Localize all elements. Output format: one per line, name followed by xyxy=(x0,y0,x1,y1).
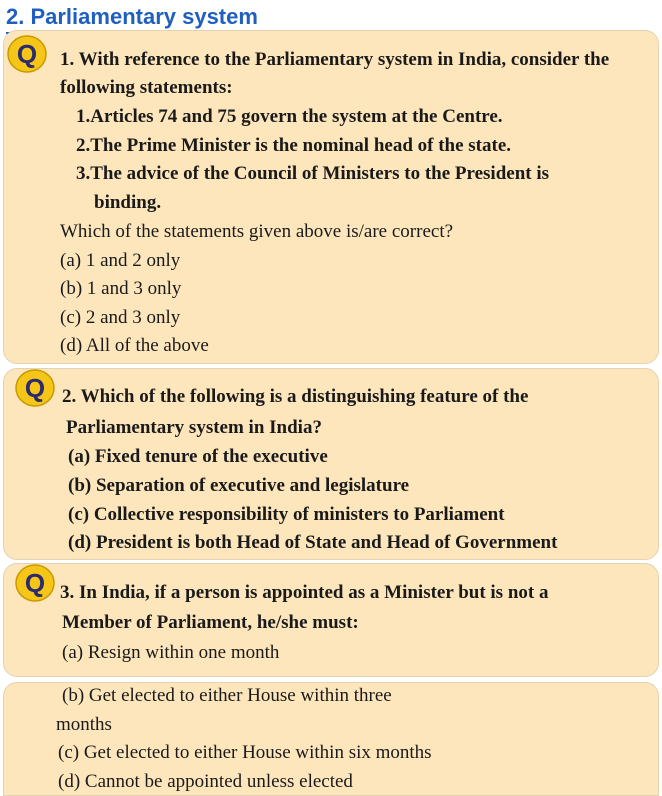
svg-text:Q: Q xyxy=(24,373,46,403)
q3-option-a[interactable]: (a) Resign within one month xyxy=(62,642,280,663)
q1-option-c[interactable]: (c) 2 and 3 only xyxy=(60,307,181,328)
q2-option-d[interactable]: (d) President is both Head of State and Head of Government xyxy=(68,532,558,553)
q2-option-b[interactable]: (b) Separation of executive and legislature xyxy=(68,475,410,496)
q-badge-icon xyxy=(14,563,60,603)
q1-statement-3: 3.The advice of the Council of Ministers to the President is xyxy=(76,163,550,184)
q1-stem-line1: 1. With reference to the Parliamentary system in India, consider the xyxy=(60,49,610,70)
q3-option-b-cont: months xyxy=(56,714,112,735)
q1-option-a[interactable]: (a) 1 and 2 only xyxy=(60,250,181,271)
q1-prompt: Which of the statements given above is/are correct? xyxy=(60,221,454,242)
svg-text:Q: Q xyxy=(24,568,46,598)
q3-option-b[interactable]: (b) Get elected to either House within three xyxy=(62,685,392,706)
q1-stem-line2: following statements: xyxy=(60,77,233,98)
q2-stem-line2: Parliamentary system in India? xyxy=(66,417,322,438)
q2-option-c[interactable]: (c) Collective responsibility of ministers to Parliament xyxy=(68,504,505,525)
q2-stem-line1: 2. Which of the following is a distinguishing feature of the xyxy=(62,386,529,407)
q3-stem-line2: Member of Parliament, he/she must: xyxy=(62,612,359,633)
q3-option-d[interactable]: (d) Cannot be appointed unless elected xyxy=(58,771,353,792)
svg-text:Q: Q xyxy=(16,39,38,69)
q1-option-d[interactable]: (d) All of the above xyxy=(60,335,209,356)
section-title: 2. Parliamentary system xyxy=(6,2,260,34)
q3-stem-line1: 3. In India, if a person is appointed as a Minister but is not a xyxy=(60,582,549,603)
q-badge-icon xyxy=(14,368,60,408)
q-badge-icon xyxy=(6,34,52,74)
q1-statement-1: 1.Articles 74 and 75 govern the system at the Centre. xyxy=(76,106,503,127)
q1-statement-2: 2.The Prime Minister is the nominal head of the state. xyxy=(76,135,512,156)
q1-statement-3-cont: binding. xyxy=(94,192,162,213)
q1-option-b[interactable]: (b) 1 and 3 only xyxy=(60,278,182,299)
q3-option-c[interactable]: (c) Get elected to either House within six months xyxy=(58,742,432,763)
q2-option-a[interactable]: (a) Fixed tenure of the executive xyxy=(68,446,328,467)
